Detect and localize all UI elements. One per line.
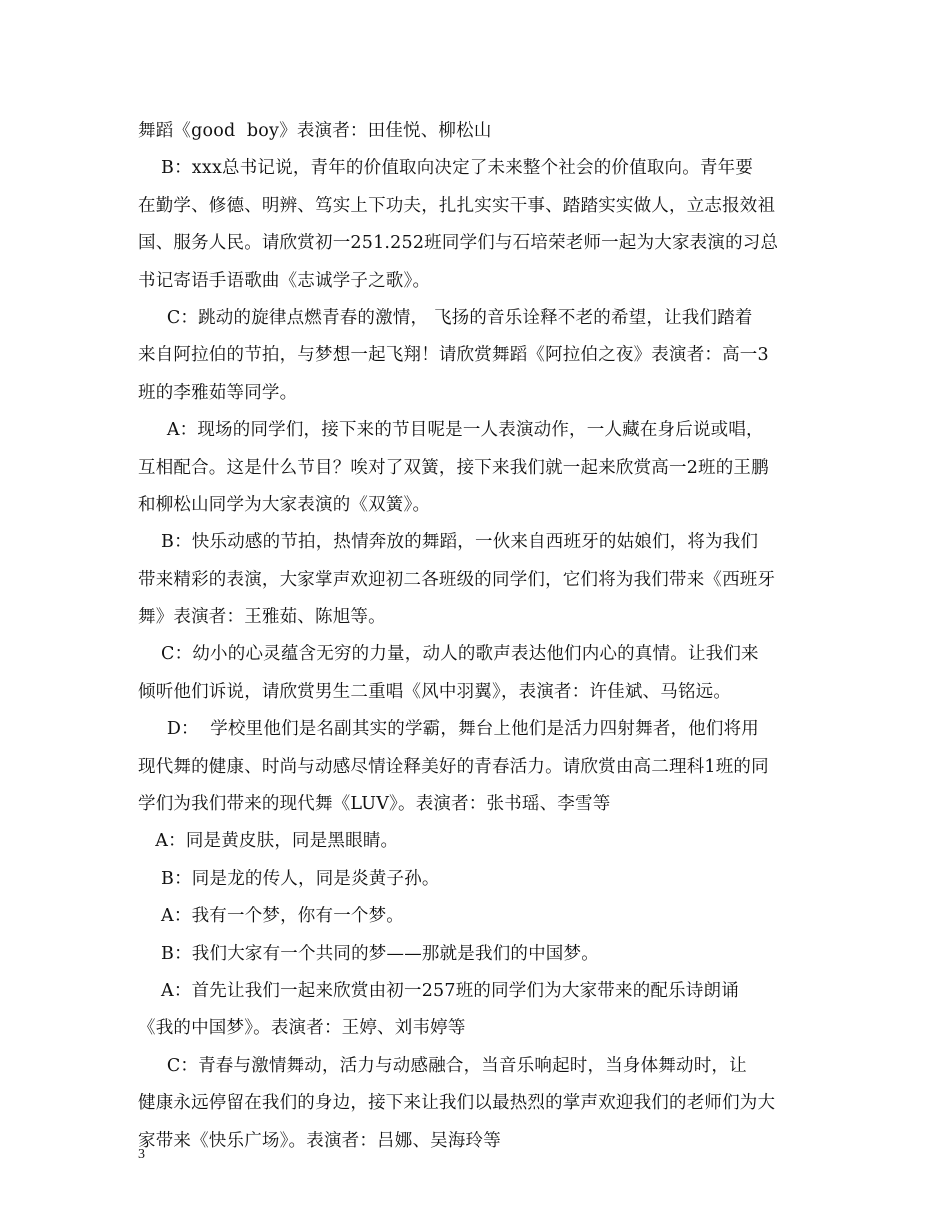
text-line: B：xxx总书记说，青年的价值取向决定了未来整个社会的价值取向。青年要 (138, 158, 754, 179)
text-line: 《我的中国梦》。表演者：王婷、刘韦婷等 (138, 1018, 466, 1039)
text-line: 班的李雅茹等同学。 (138, 382, 298, 403)
text-line: C：跳动的旋律点燃青春的激情， 飞扬的音乐诠释不老的希望，让我们踏着 (138, 307, 753, 328)
text-line: 现代舞的健康、时尚与动感尽情诠释美好的青春活力。请欣赏由高二理科1班的同 (138, 756, 769, 777)
text-line: C：青春与激情舞动，活力与动感融合，当音乐响起时，当身体舞动时，让 (138, 1055, 747, 1076)
text-line: 家带来《快乐广场》。表演者：吕娜、吴海玲等 (138, 1130, 501, 1151)
text-line: C：幼小的心灵蕴含无穷的力量，动人的歌声表达他们内心的真情。让我们来 (138, 644, 759, 665)
text-line: 在勤学、修德、明辨、笃实上下功夫，扎扎实实干事、踏踏实实做人，立志报效祖 (138, 195, 776, 216)
text-line: 书记寄语手语歌曲《志诚学子之歌》。 (138, 270, 431, 291)
text-line: A：我有一个梦，你有一个梦。 (138, 906, 404, 927)
text-line: A：首先让我们一起来欣赏由初一257班的同学们为大家带来的配乐诗朗诵 (138, 980, 739, 1001)
text-line: B：快乐动感的节拍，热情奔放的舞蹈，一伙来自西班牙的姑娘们，将为我们 (138, 532, 759, 553)
text-line: 健康永远停留在我们的身边，接下来让我们以最热烈的掌声欢迎我们的老师们为大 (138, 1093, 776, 1114)
text-line: 带来精彩的表演，大家掌声欢迎初二各班级的同学们，它们将为我们带来《西班牙 (138, 569, 776, 590)
page-number: 3 (138, 1147, 145, 1162)
text-line: 来自阿拉伯的节拍，与梦想一起飞翔！请欣赏舞蹈《阿拉伯之夜》表演者：高一3 (138, 345, 769, 366)
body-text (138, 113, 818, 1160)
text-line: 舞蹈《good boy》表演者：田佳悦、柳松山 (138, 121, 492, 141)
text-line: B：我们大家有一个共同的梦——那就是我们的中国梦。 (138, 943, 599, 964)
text-line: 舞》表演者：王雅茹、陈旭等。 (138, 607, 386, 628)
text-line: A：现场的同学们，接下来的节目呢是一人表演动作，一人藏在身后说或唱， (138, 420, 764, 441)
text-line: 倾听他们诉说，请欣赏男生二重唱《风中羽翼》，表演者：许佳斌、马铭远。 (138, 681, 732, 702)
text-line: 学们为我们带来的现代舞《LUV》。表演者：张书瑶、李雪等 (138, 794, 611, 815)
text-line: D： 学校里他们是名副其实的学霸，舞台上他们是活力四射舞者，他们将用 (138, 719, 759, 740)
text-line: 和柳松山同学为大家表演的《双簧》。 (138, 494, 431, 515)
text-line: A：同是黄皮肤，同是黑眼睛。 (138, 831, 399, 852)
text-line: 互相配合。这是什么节目？唉对了双簧，接下来我们就一起来欣赏高一2班的王鹏 (138, 457, 769, 478)
text-line: B：同是龙的传人，同是炎黄子孙。 (138, 868, 440, 889)
text-line: 国、服务人民。请欣赏初一251.252班同学们与石培荣老师一起为大家表演的习总 (138, 233, 779, 254)
